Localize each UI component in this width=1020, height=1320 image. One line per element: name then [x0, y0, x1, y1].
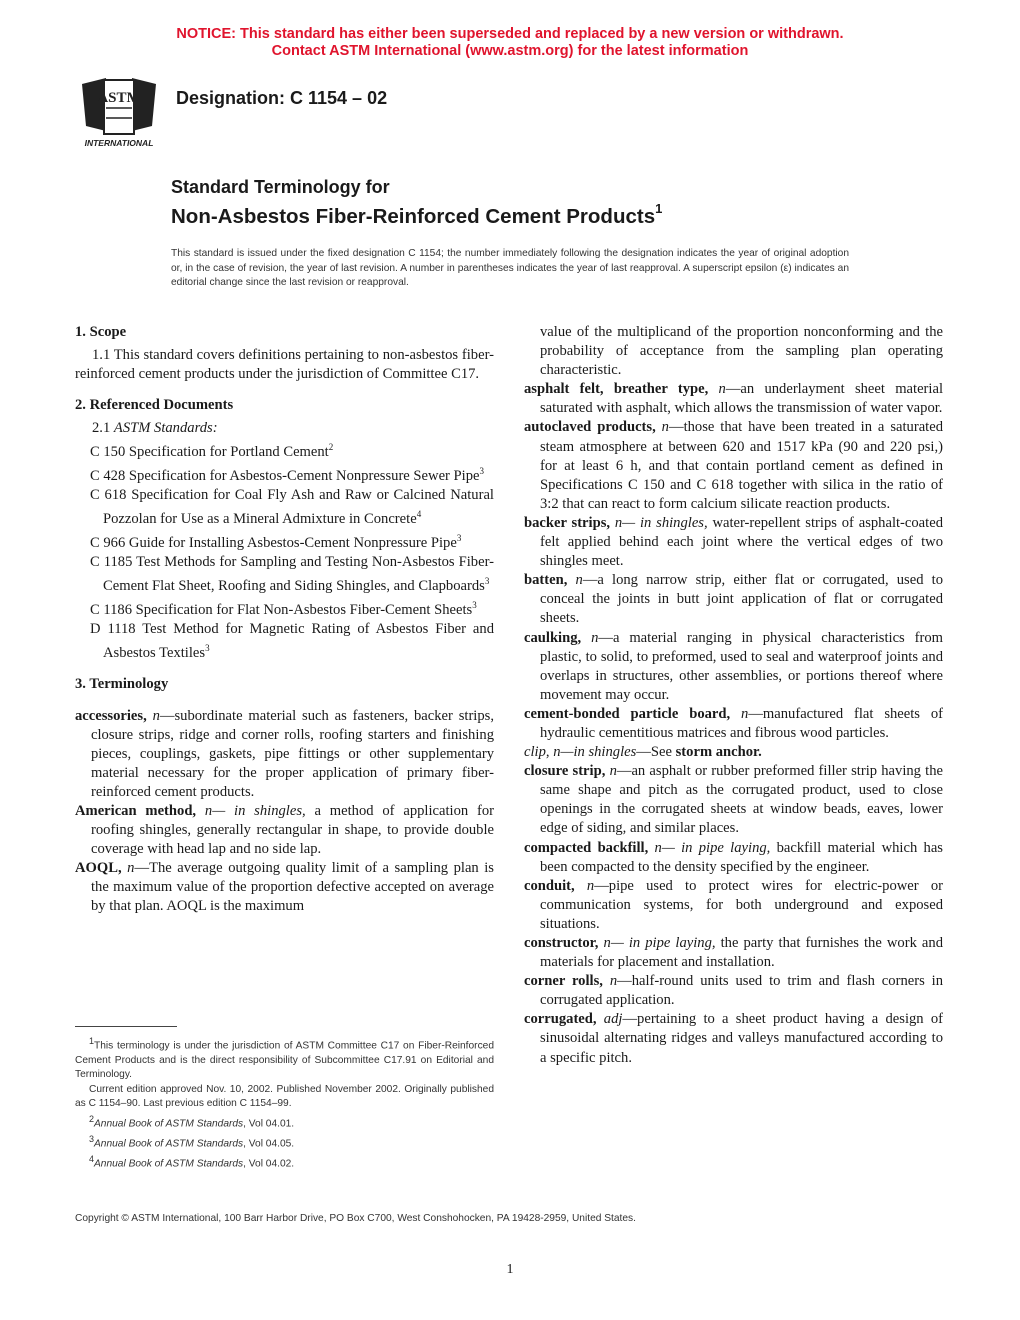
- referenced-item: C 618 Specification for Coal Fly Ash and Raw or Calcined Natural Pozzolan for Use as a Mineral Admixture in Concrete$^4$: [90, 487, 494, 528]
- term-entry: [524, 514, 943, 571]
- term-name: autoclaved products,: [524, 419, 656, 436]
- term-definition: —half-round units used to trim and flash corners in corrugated application.: [540, 973, 944, 1009]
- referenced-list: [75, 438, 494, 663]
- referenced-item-footnote: 3: [205, 643, 210, 654]
- subhead-text: ASTM Standards:: [113, 420, 218, 437]
- term-see-target: storm anchor.: [675, 744, 762, 761]
- term-name: backer strips,: [524, 514, 611, 531]
- term-name: corrugated,: [524, 1011, 597, 1028]
- title-footnote-mark: 1: [655, 201, 663, 216]
- term-entry: [524, 762, 943, 838]
- referenced-item-footnote: 3: [479, 466, 484, 477]
- footnote-mark: 4: [89, 1153, 95, 1164]
- footnote-text: Current edition approved Nov. 10, 2002. Published November 2002. Originally published as C 1154–90. Last previous edition C 1154–99.: [75, 1083, 494, 1110]
- footnote-volume: , Vol 04.02.: [243, 1158, 295, 1170]
- term-definition: water-repellent strips of asphalt-coated felt applied behind each joint where the vertical edges of two shingles meet.: [540, 514, 943, 570]
- referenced-item-footnote: 2: [328, 442, 334, 453]
- notice-line-1: NOTICE: This standard has either been superseded and replaced by a new version or withdrawn.: [176, 26, 844, 42]
- referenced-item-footnote: 4: [416, 509, 422, 520]
- term-entry: [524, 380, 943, 418]
- term-definition: —subordinate material such as fasteners, backer strips, closure strips, ridge and corner rolls, roofing starters and finishing pieces, couplings, gaskets, pipe fittings or other supplementary material necessary for the proper application of primary fiber-reinforced cement products.: [91, 707, 494, 800]
- term-part-of-speech: n: [661, 419, 669, 436]
- term-definition: —The average outgoing quality limit of a sampling plan is the maximum value of the proportion defective accepted on average by that plan. AOQL is the maximum: [91, 860, 494, 915]
- term-definition: —manufactured flat sheets of hydraulic cementitious matrices and fibrous wood particles.: [540, 705, 943, 741]
- document-title: [171, 176, 662, 230]
- referenced-item-footnote: 3: [456, 533, 462, 544]
- term-definition: —an underlayment sheet material saturated with asphalt, which allows the transmission of water vapor.: [540, 381, 943, 417]
- term-qualifier: — in pipe laying,: [661, 839, 771, 856]
- term-part-of-speech: n: [204, 802, 213, 819]
- referenced-heading: 2. Referenced Documents: [75, 397, 234, 414]
- referenced-item-footnote: 3: [472, 600, 477, 611]
- astm-logo-icon: [76, 74, 162, 150]
- terminology-heading: 3. Terminology: [75, 676, 169, 693]
- term-part-of-speech: n: [152, 707, 160, 724]
- footnote: [75, 1112, 494, 1132]
- footnote-volume: , Vol 04.01.: [243, 1118, 295, 1130]
- term-entry: [75, 707, 494, 802]
- term-entry: [524, 934, 943, 972]
- term-definition: backfill material which has been compacted to the density specified by the engineer.: [540, 839, 943, 875]
- term-part-of-speech: n: [609, 763, 617, 780]
- term-qualifier: — in shingles,: [622, 514, 708, 531]
- term-entry-clip: clip, n—in shingles—See storm anchor.: [524, 744, 762, 761]
- term-definition: —those that have been treated in a saturated steam atmosphere at between 620 and 1517 kPa (90 and 220 psi,) for at least 6 h, and that contain portland cement as defined in Specifications C 150 and C 618 together with silica in the ratio of 3:2 that can react to form calcium silicate reaction products.: [540, 419, 943, 512]
- term-entry: [75, 802, 494, 859]
- term-entry: [524, 972, 943, 1010]
- referenced-item: D 1118 Test Method for Magnetic Rating of Asbestos Fiber and Asbestos Textiles$^3$: [90, 621, 494, 662]
- right-column: [524, 323, 943, 1068]
- term-entry: [524, 571, 943, 628]
- title-line-2-text: Non-Asbestos Fiber-Reinforced Cement Products: [171, 204, 656, 228]
- notice-line-2: Contact ASTM International (www.astm.org) for the latest information: [271, 43, 749, 59]
- term-name: caulking,: [524, 629, 582, 646]
- footnotes: [75, 1034, 494, 1172]
- page-number: 1: [506, 1262, 514, 1277]
- term-name: compacted backfill,: [524, 839, 649, 856]
- footnote-source: Annual Book of ASTM Standards: [94, 1118, 244, 1130]
- term-name: clip: [524, 744, 546, 761]
- term-name: closure strip,: [524, 763, 606, 780]
- footnote-rule: [75, 1026, 177, 1027]
- term-entry: [524, 839, 943, 877]
- footnote-mark: 3: [89, 1133, 95, 1144]
- term-name: conduit,: [524, 877, 575, 894]
- term-part-of-speech: n: [127, 860, 135, 877]
- footnote-source: Annual Book of ASTM Standards: [94, 1158, 244, 1170]
- term-name: American method,: [75, 802, 197, 819]
- right-terms: [524, 380, 943, 1067]
- footnote-mark: 1: [89, 1036, 95, 1046]
- term-entry: [75, 859, 494, 916]
- term-part-of-speech: n: [586, 877, 595, 894]
- logo-subtext: INTERNATIONAL: [84, 138, 154, 148]
- designation: Designation: C 1154 – 02: [176, 88, 388, 108]
- term-name: AOQL,: [75, 860, 122, 877]
- referenced-item: C 1186 Specification for Flat Non-Asbestos Fiber-Cement Sheets$^3$: [90, 600, 477, 619]
- footnote: [75, 1034, 494, 1083]
- notice-banner: [0, 26, 1020, 60]
- referenced-item: C 150 Specification for Portland Cement$^2$: [90, 442, 334, 461]
- copyright: Copyright © ASTM International, 100 Barr Harbor Drive, PO Box C700, West Conshohocken, PA 19428-2959, United States.: [75, 1213, 636, 1224]
- term-part-of-speech: n: [718, 381, 726, 398]
- footnote-mark: 2: [89, 1113, 95, 1124]
- referenced-item-footnote: 3: [484, 576, 490, 587]
- term-part-of-speech: n: [553, 744, 561, 761]
- intro-paragraph: This standard is issued under the fixed designation C 1154; the number immediately following the designation indicates the year of original adoption or, in the case of revision, the year of last revision. A number in parentheses indicates the year of last reapproval. A superscript epsilon (ε) indicates an editorial change since the last revision or reapproval.: [171, 248, 849, 288]
- footnote-volume: , Vol 04.05.: [243, 1138, 295, 1150]
- term-entry: [524, 705, 943, 743]
- term-qualifier: — in shingles,: [212, 802, 306, 819]
- footnote: [75, 1152, 494, 1172]
- referenced-subhead: [75, 419, 494, 438]
- term-part-of-speech: n: [603, 935, 611, 951]
- term-name: cement-bonded particle board,: [524, 705, 731, 722]
- term-part-of-speech: adj: [603, 1011, 623, 1028]
- term-definition: —pipe used to protect wires for electric-power or communication systems, for both underground and exposed situations.: [540, 877, 943, 932]
- title-line-1: Standard Terminology for: [171, 177, 390, 197]
- term-entry: [524, 629, 943, 705]
- term-part-of-speech: n: [609, 973, 618, 990]
- title-line-2: [171, 198, 662, 230]
- left-terms: [75, 707, 494, 917]
- term-name: constructor,: [524, 935, 599, 951]
- term-entry: [524, 877, 943, 934]
- astm-logo: [76, 74, 162, 150]
- term-entry: [524, 1010, 943, 1067]
- term-name: accessories,: [75, 707, 147, 724]
- referenced-item: C 966 Guide for Installing Asbestos-Cement Nonpressure Pipe$^3$: [90, 533, 462, 552]
- term-definition: —an asphalt or rubber preformed filler strip having the same shape and pitch as the corrugated product, used to close openings in the corrugated sheets at window beads, eaves, lower edge of siding, and similar places.: [540, 763, 943, 837]
- term-part-of-speech: n: [575, 572, 583, 589]
- subhead-number: 2.1: [92, 420, 111, 437]
- term-name: corner rolls,: [524, 973, 603, 990]
- term-entry: [524, 418, 943, 513]
- term-part-of-speech: n: [614, 514, 623, 531]
- logo-text: ASTM: [97, 90, 141, 106]
- footnote: [75, 1132, 494, 1152]
- term-part-of-speech: n: [741, 705, 749, 722]
- term-see: —See: [636, 744, 676, 761]
- term-definition: —a material ranging in physical characteristics from plastic, to solid, to preformed, used to seal and waterproof joints and overlaps in structures, other assemblies, or portions thereof where movement may occur.: [540, 629, 943, 703]
- term-name: batten,: [524, 572, 568, 589]
- left-column: [75, 323, 494, 917]
- referenced-item: C 1185 Test Methods for Sampling and Testing Non-Asbestos Fiber-Cement Flat Sheet, Roofing and Siding Shingles, and Clapboards$^3$: [90, 554, 494, 595]
- footnote: [75, 1083, 494, 1112]
- term-name: asphalt felt, breather type,: [524, 381, 709, 398]
- scope-heading: 1. Scope: [75, 324, 127, 340]
- term-part-of-speech: n: [654, 839, 662, 856]
- referenced-item: C 428 Specification for Asbestos-Cement Nonpressure Sewer Pipe$^3$: [90, 466, 484, 485]
- term-definition: —pertaining to a sheet product having a design of sinusoidal alternating ridges and valleys manufactured according to a specific pitch.: [540, 1011, 943, 1066]
- term-qualifier: —in shingles: [560, 744, 637, 761]
- term-part-of-speech: n: [591, 629, 599, 646]
- term-definition: the party that furnishes the work and materials for placement and installation.: [540, 935, 943, 971]
- scope-text: 1.1 This standard covers definitions pertaining to non-asbestos fiber-reinforced cement products under the jurisdiction of Committee C17.: [75, 347, 494, 383]
- term-definition: —a long narrow strip, either flat or corrugated, used to conceal the joints in butt joint application of flat or corrugated sheets.: [540, 572, 943, 627]
- footnote-text: This terminology is under the jurisdiction of ASTM Committee C17 on Fiber-Reinforced Cement Products and is the direct responsibility of Subcommittee C17.91 on Editorial and Terminology.: [75, 1040, 494, 1081]
- term-qualifier: — in pipe laying,: [610, 935, 716, 951]
- aoql-continuation: value of the multiplicand of the proportion nonconforming and the probability of acceptance from the sampling plan operating characteristic.: [540, 324, 943, 379]
- footnote-source: Annual Book of ASTM Standards: [94, 1138, 244, 1150]
- term-definition: a method of application for roofing shingles, generally rectangular in shape, to provide double coverage with head lap and no side lap.: [91, 802, 495, 858]
